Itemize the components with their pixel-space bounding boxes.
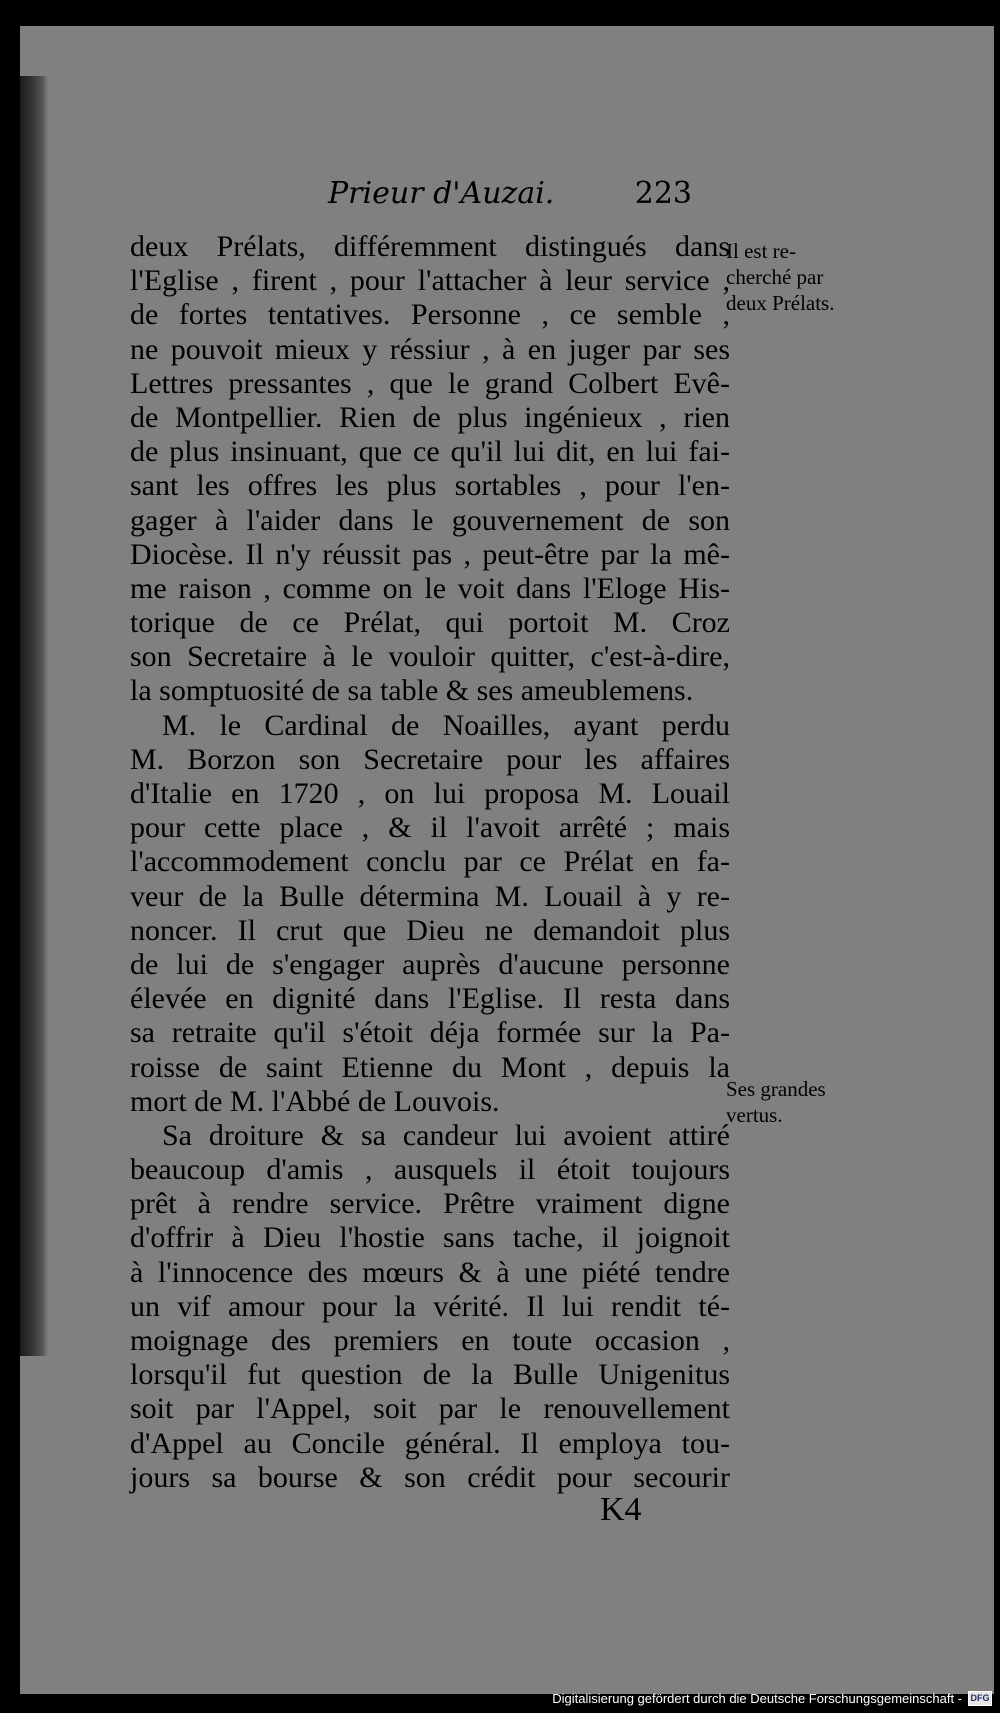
digitization-footer: [552, 1687, 992, 1709]
text-line: Lettres pressantes , que le grand Colbert Evê-: [130, 366, 730, 400]
text-line: beaucoup d'amis , ausquels il étoit toujours: [130, 1153, 730, 1187]
text-line: deux Prélats, différemment distingués dans: [130, 230, 730, 263]
dfg-logo-icon: DFG: [968, 1691, 992, 1706]
text-line: M. le Cardinal de Noailles, ayant perdu: [162, 708, 730, 742]
text-line: ne pouvoit mieux y réssiur , à en juger par ses: [130, 332, 730, 366]
text-line: d'offrir à Dieu l'hostie sans tache, il joignoit: [130, 1221, 730, 1255]
text-line: veur de la Bulle détermina M. Louail à y re-: [130, 879, 730, 913]
text-line: Diocèse. Il n'y réussit pas , peut-être par la mê-: [130, 537, 730, 571]
page-number: 223: [634, 176, 692, 211]
text-line: soit par l'Appel, soit par le renouvellement: [130, 1392, 730, 1426]
text-line: de fortes tentatives. Personne , ce semble ,: [130, 298, 730, 332]
text-line: roisse de saint Etienne du Mont , depuis la: [130, 1050, 730, 1084]
text-line: jours sa bourse & son crédit pour secourir: [130, 1460, 730, 1494]
text-line: d'Appel au Concile général. Il employa tou-: [130, 1426, 730, 1460]
book-page: [20, 26, 994, 1694]
text-line: l'Eglise , firent , pour l'attacher à leur service ,: [130, 264, 730, 298]
text-line: d'Italie en 1720 , on lui proposa M. Louail: [130, 777, 730, 810]
text-line: la somptuosité de sa table & ses ameublemens.: [130, 674, 694, 708]
running-header: [328, 176, 692, 224]
text-line: l'accommodement conclu par ce Prélat en fa-: [130, 845, 730, 879]
text-line: à l'innocence des mœurs & à une piété tendre: [130, 1255, 730, 1289]
margin-note: [726, 1076, 880, 1128]
text-line: lorsqu'il fut question de la Bulle Unigenitus: [130, 1358, 730, 1392]
text-line: prêt à rendre service. Prêtre vraiment digne: [130, 1187, 730, 1221]
margin-note-line: Ses grandes: [726, 1077, 826, 1101]
text-line: moignage des premiers en toute occasion ,: [130, 1324, 730, 1357]
text-line: M. Borzon son Secretaire pour les affaires: [130, 742, 730, 776]
margin-note-line: Il est re-: [726, 239, 796, 263]
text-line: gager à l'aider dans le gouvernement de son: [130, 503, 730, 537]
text-line: de plus insinuant, que ce qu'il lui dit, en lui fai-: [130, 435, 730, 469]
text-line: de Montpellier. Rien de plus ingénieux , rien: [130, 400, 730, 434]
margin-note: [726, 238, 880, 316]
text-line: un vif amour pour la vérité. Il lui rendit té-: [130, 1289, 730, 1323]
running-title: Prieur d'Auzai.: [328, 176, 555, 211]
text-line: mort de M. l'Abbé de Louvois.: [130, 1084, 500, 1118]
text-line: me raison , comme on le voit dans l'Eloge His-: [130, 571, 730, 605]
text-line: son Secretaire à le vouloir quitter, c'est-à-dire,: [130, 640, 730, 674]
text-line: pour cette place , & il l'avoit arrêté ; mais: [130, 811, 730, 845]
margin-note-line: deux Prélats.: [726, 291, 835, 315]
text-line: Sa droiture & sa candeur lui avoient attiré: [162, 1118, 730, 1152]
text-line: sant les offres les plus sortables , pour l'en-: [130, 469, 730, 503]
margin-note-line: vertus.: [726, 1103, 783, 1127]
text-line: noncer. Il crut que Dieu ne demandoit plus: [130, 913, 730, 947]
margin-note-line: cherché par: [726, 265, 824, 289]
footer-credit: Digitalisierung gefördert durch die Deutsche Forschungsgemeinschaft -: [552, 1690, 962, 1706]
text-line: torique de ce Prélat, qui portoit M. Croz: [130, 606, 730, 640]
signature-mark: K4: [600, 1491, 642, 1528]
page-binding-edge: [20, 76, 48, 1356]
text-line: sa retraite qu'il s'étoit déja formée sur la Pa-: [130, 1016, 730, 1050]
text-line: de lui de s'engager auprès d'aucune personne: [130, 947, 730, 981]
body-text: [130, 230, 730, 1495]
text-line: élevée en dignité dans l'Eglise. Il resta dans: [130, 982, 730, 1016]
